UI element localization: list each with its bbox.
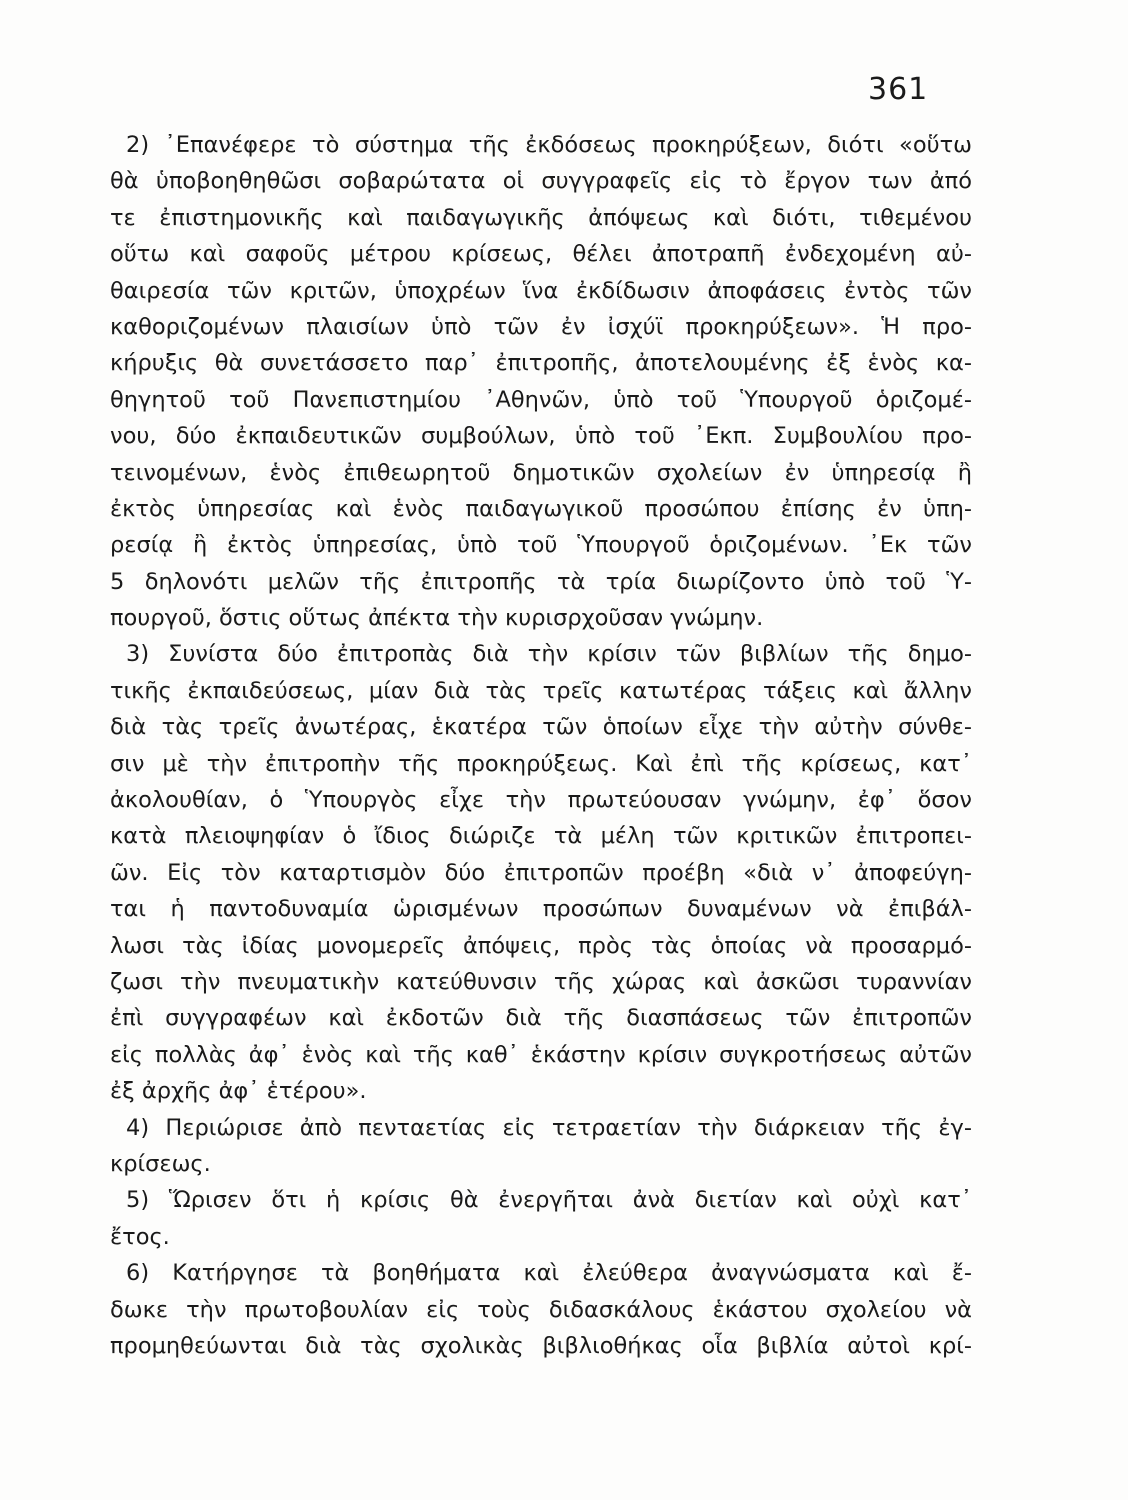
text-line: τεινομένων, ἑνὸς ἐπιθεωρητοῦ δημοτικῶν σχολείων ἐν ὑπηρεσίᾳ ἢ [110,459,972,486]
text-line: ρεσίᾳ ἢ ἐκτὸς ὑπηρεσίας, ὑπὸ τοῦ Ὑπουργοῦ ὁριζομένων. ᾿Εκ τῶν [110,532,972,559]
text-line: νου, δύο ἐκπαιδευτικῶν συμβούλων, ὑπὸ τοῦ ᾿Εκπ. Συμβουλίου προ- [110,423,972,450]
text-line: σιν μὲ τὴν ἐπιτροπὴν τῆς προκηρύξεως. Καὶ ἐπὶ τῆς κρίσεως, κατ᾿ [110,750,972,777]
text-line: 3) Συνίστα δύο ἐπιτροπὰς διὰ τὴν κρίσιν τῶν βιβλίων τῆς δημο- [126,641,972,668]
text-line: θαιρεσία τῶν κριτῶν, ὑποχρέων ἵνα ἐκδίδωσιν ἀποφάσεις ἐντὸς τῶν [110,277,972,304]
text-line: διὰ τὰς τρεῖς ἀνωτέρας, ἑκατέρα τῶν ὁποίων εἶχε τὴν αὐτὴν σύνθε- [110,714,972,741]
text-line: κήρυξις θὰ συνετάσσετο παρ᾿ ἐπιτροπῆς, ἀποτελουμένης ἐξ ἑνὸς κα- [110,350,972,377]
text-line: ἐκτὸς ὑπηρεσίας καὶ ἑνὸς παιδαγωγικοῦ προσώπου ἐπίσης ἐν ὑπη- [110,495,972,522]
text-line: ῶν. Εἰς τὸν καταρτισμὸν δύο ἐπιτροπῶν προέβη «διὰ ν᾿ ἀποφεύγη- [110,859,972,886]
text-line: ἔτος. [110,1223,170,1250]
text-line: ἐπὶ συγγραφέων καὶ ἐκδοτῶν διὰ τῆς διασπάσεως τῶν ἐπιτροπῶν [110,1005,972,1032]
text-line: 4) Περιώρισε ἀπὸ πενταετίας εἰς τετραετίαν τὴν διάρκειαν τῆς ἐγ- [126,1114,972,1141]
text-line: ἀκολουθίαν, ὁ Ὑπουργὸς εἶχε τὴν πρωτεύουσαν γνώμην, ἐφ᾿ ὅσον [110,787,972,814]
text-line: ται ἡ παντοδυναμία ὡρισμένων προσώπων δυναμένων νὰ ἐπιβάλ- [110,896,972,923]
text-line: λωσι τὰς ἰδίας μονομερεῖς ἀπόψεις, πρὸς τὰς ὁποίας νὰ προσαρμό- [110,932,972,959]
text-line: οὕτω καὶ σαφοῦς μέτρου κρίσεως, θέλει ἀποτραπῆ ἐνδεχομένη αὐ- [110,241,972,268]
body-text [110,127,972,1364]
text-line: θηγητοῦ τοῦ Πανεπιστημίου ᾿Αθηνῶν, ὑπὸ τοῦ Ὑπουργοῦ ὁριζομέ- [110,386,972,413]
text-line: τε ἐπιστημονικῆς καὶ παιδαγωγικῆς ἀπόψεως καὶ διότι, τιθεμένου [110,204,972,231]
text-line: προμηθεύωνται διὰ τὰς σχολικὰς βιβλιοθήκας οἷα βιβλία αὐτοὶ κρί- [110,1332,972,1359]
text-line: 6) Κατήργησε τὰ βοηθήματα καὶ ἐλεύθερα ἀναγνώσματα καὶ ἔ- [126,1260,972,1287]
page-number: 361 [868,72,929,107]
text-line: ἐξ ἀρχῆς ἀφ᾿ ἑτέρου». [110,1078,367,1105]
text-line: 2) ᾿Επανέφερε τὸ σύστημα τῆς ἐκδόσεως προκηρύξεων, διότι «οὕτω [126,132,972,158]
text-line: καθοριζομένων πλαισίων ὑπὸ τῶν ἐν ἰσχύϊ προκηρύξεων». Ἡ προ- [110,313,972,340]
text-line: 5 δηλονότι μελῶν τῆς ἐπιτροπῆς τὰ τρία διωρίζοντο ὑπὸ τοῦ Ὑ- [110,568,972,595]
text-line: εἰς πολλὰς ἀφ᾿ ἑνὸς καὶ τῆς καθ᾿ ἑκάστην κρίσιν συγκροτήσεως αὐτῶν [110,1041,972,1068]
text-line: κατὰ πλειοψηφίαν ὁ ἴδιος διώριζε τὰ μέλη τῶν κριτικῶν ἐπιτροπει- [110,823,972,850]
text-line: δωκε τὴν πρωτοβουλίαν εἰς τοὺς διδασκάλους ἑκάστου σχολείου νὰ [110,1296,972,1323]
text-line: πουργοῦ, ὅστις οὕτως ἀπέκτα τὴν κυρισρχοῦσαν γνώμην. [110,605,764,632]
text-line: ζωσι τὴν πνευματικὴν κατεύθυνσιν τῆς χώρας καὶ ἀσκῶσι τυραννίαν [110,968,972,995]
text-line: τικῆς ἐκπαιδεύσεως, μίαν διὰ τὰς τρεῖς κατωτέρας τάξεις καὶ ἄλλην [110,677,972,704]
text-line: θὰ ὑποβοηθηθῶσι σοβαρώτατα οἱ συγγραφεῖς εἰς τὸ ἔργον των ἀπό [110,168,972,195]
text-line: κρίσεως. [110,1150,211,1177]
text-line: 5) Ὥρισεν ὅτι ἡ κρίσις θὰ ἐνεργῆται ἀνὰ διετίαν καὶ οὐχὶ κατ᾿ [126,1187,972,1214]
